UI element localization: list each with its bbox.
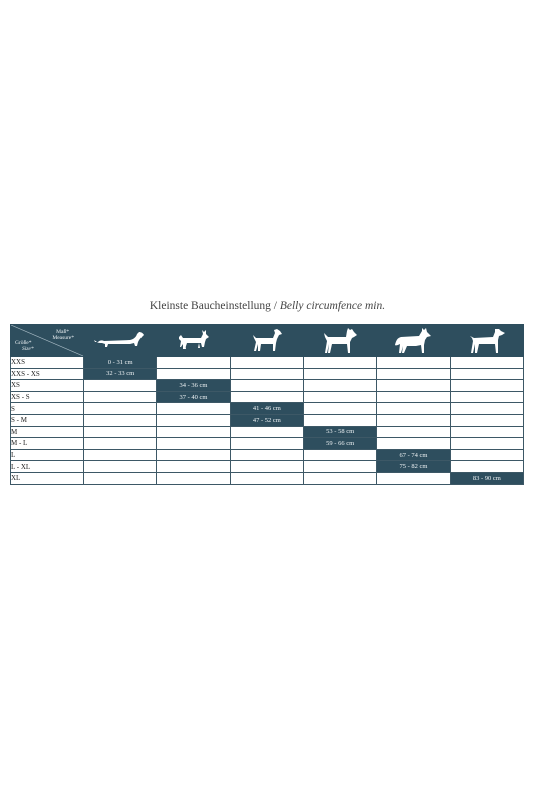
empty-cell	[230, 380, 303, 392]
empty-cell	[450, 461, 523, 473]
empty-cell	[303, 357, 376, 369]
measurement-cell: 53 - 58 cm	[303, 426, 376, 438]
empty-cell	[450, 414, 523, 426]
empty-cell	[303, 414, 376, 426]
schnauzer-icon	[319, 327, 361, 355]
empty-cell	[450, 380, 523, 392]
empty-cell	[230, 461, 303, 473]
size-table	[10, 324, 524, 485]
empty-cell	[230, 449, 303, 461]
empty-cell	[450, 391, 523, 403]
empty-cell	[377, 426, 450, 438]
empty-cell	[377, 403, 450, 415]
empty-cell	[157, 461, 230, 473]
measurement-cell: 34 - 36 cm	[157, 380, 230, 392]
measurement-cell: 59 - 66 cm	[303, 438, 376, 450]
table-row	[11, 391, 524, 403]
empty-cell	[377, 414, 450, 426]
corner-cell	[11, 325, 84, 357]
empty-cell	[230, 391, 303, 403]
label-measure: Measure*	[52, 335, 74, 341]
empty-cell	[157, 426, 230, 438]
size-label: L	[11, 449, 84, 461]
label-size: Size*	[22, 346, 34, 352]
empty-cell	[157, 403, 230, 415]
empty-cell	[450, 438, 523, 450]
empty-cell	[84, 414, 157, 426]
table-row	[11, 380, 524, 392]
header-row	[11, 325, 524, 357]
measurement-cell: 75 - 82 cm	[377, 461, 450, 473]
column-header-6	[450, 325, 523, 357]
empty-cell	[230, 368, 303, 380]
column-header-2	[157, 325, 230, 357]
table-row	[11, 403, 524, 415]
empty-cell	[84, 391, 157, 403]
empty-cell	[377, 472, 450, 484]
empty-cell	[377, 438, 450, 450]
empty-cell	[450, 449, 523, 461]
empty-cell	[157, 357, 230, 369]
table-row	[11, 449, 524, 461]
measurement-cell: 67 - 74 cm	[377, 449, 450, 461]
empty-cell	[303, 391, 376, 403]
measurement-cell: 32 - 33 cm	[84, 368, 157, 380]
table-row	[11, 414, 524, 426]
measurement-cell: 83 - 90 cm	[450, 472, 523, 484]
size-label: L - XL	[11, 461, 84, 473]
jack-russell-icon	[247, 327, 287, 355]
size-label: M	[11, 426, 84, 438]
measurement-cell: 37 - 40 cm	[157, 391, 230, 403]
empty-cell	[84, 426, 157, 438]
size-label: XL	[11, 472, 84, 484]
empty-cell	[303, 472, 376, 484]
empty-cell	[377, 357, 450, 369]
empty-cell	[230, 438, 303, 450]
large-dog-icon	[465, 327, 509, 355]
table-body	[11, 357, 524, 485]
measurement-cell: 41 - 46 cm	[230, 403, 303, 415]
empty-cell	[450, 426, 523, 438]
table-row	[11, 368, 524, 380]
column-header-3	[230, 325, 303, 357]
table-row	[11, 357, 524, 369]
size-label: S	[11, 403, 84, 415]
empty-cell	[230, 426, 303, 438]
measurement-cell: 0 - 31 cm	[84, 357, 157, 369]
empty-cell	[450, 403, 523, 415]
size-label: S - M	[11, 414, 84, 426]
title-english: Belly circumfence min.	[279, 300, 386, 312]
empty-cell	[450, 357, 523, 369]
size-label: XS	[11, 380, 84, 392]
label-mass: Maß*	[56, 329, 69, 335]
column-header-4	[303, 325, 376, 357]
small-terrier-icon	[173, 327, 213, 355]
chart-title	[0, 300, 535, 312]
table-row	[11, 472, 524, 484]
empty-cell	[84, 461, 157, 473]
empty-cell	[377, 368, 450, 380]
empty-cell	[303, 449, 376, 461]
empty-cell	[84, 438, 157, 450]
empty-cell	[377, 380, 450, 392]
size-label: XS - S	[11, 391, 84, 403]
empty-cell	[303, 403, 376, 415]
empty-cell	[303, 368, 376, 380]
table-row	[11, 461, 524, 473]
empty-cell	[84, 403, 157, 415]
empty-cell	[377, 391, 450, 403]
size-label: XXS	[11, 357, 84, 369]
empty-cell	[157, 438, 230, 450]
empty-cell	[157, 449, 230, 461]
empty-cell	[84, 472, 157, 484]
size-label: XXS - XS	[11, 368, 84, 380]
size-label: M - L	[11, 438, 84, 450]
shepherd-icon	[391, 327, 435, 355]
column-header-1	[84, 325, 157, 357]
measurement-cell: 47 - 52 cm	[230, 414, 303, 426]
empty-cell	[303, 380, 376, 392]
empty-cell	[303, 461, 376, 473]
empty-cell	[450, 368, 523, 380]
empty-cell	[84, 449, 157, 461]
label-groesse: Größe*	[15, 340, 32, 346]
empty-cell	[230, 357, 303, 369]
empty-cell	[157, 414, 230, 426]
empty-cell	[84, 380, 157, 392]
title-german: Kleinste Baucheinstellung /	[149, 300, 277, 312]
table-row	[11, 438, 524, 450]
empty-cell	[230, 472, 303, 484]
table-row	[11, 426, 524, 438]
dachshund-icon	[92, 328, 148, 354]
empty-cell	[157, 472, 230, 484]
column-header-5	[377, 325, 450, 357]
empty-cell	[157, 368, 230, 380]
